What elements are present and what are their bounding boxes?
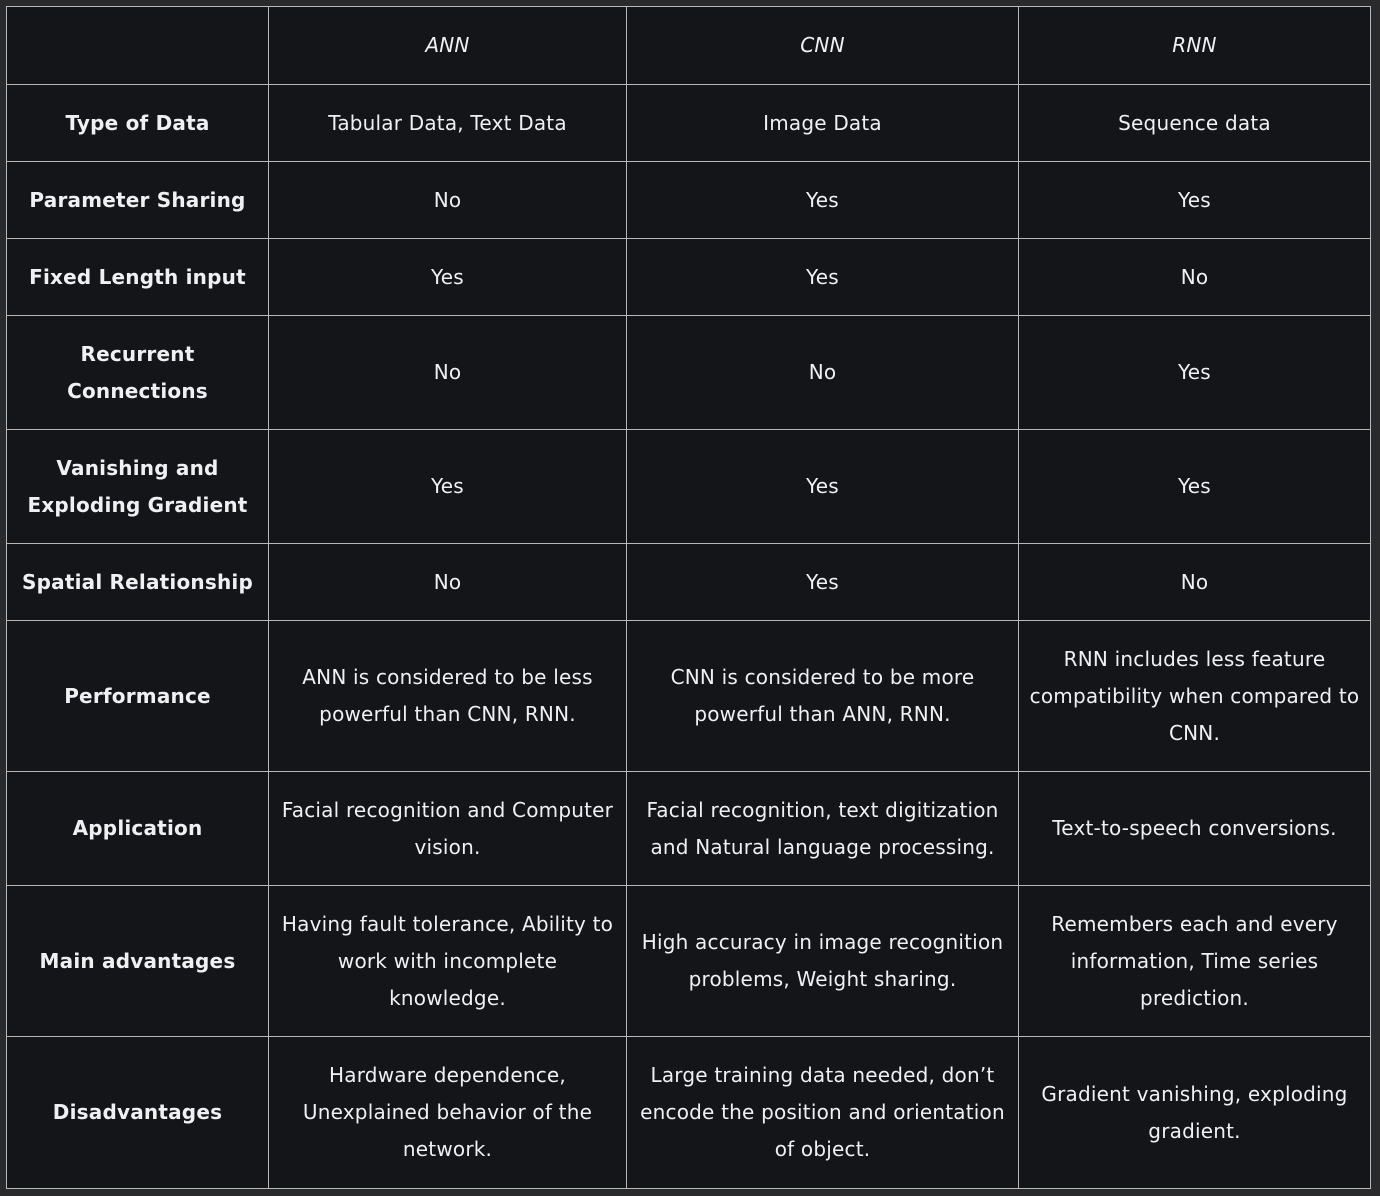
table-cell: Gradient vanishing, exploding gradient. <box>1019 1037 1371 1189</box>
table-cell: Tabular Data, Text Data <box>269 85 627 162</box>
table-cell: ANN is considered to be less powerful than CNN, RNN. <box>269 621 627 772</box>
row-header: Spatial Relationship <box>7 544 269 621</box>
row-header: Disadvantages <box>7 1037 269 1189</box>
table-row <box>7 1037 1371 1189</box>
table-cell: No <box>627 316 1019 430</box>
header-row <box>7 7 1371 85</box>
table-cell: No <box>1019 544 1371 621</box>
table-cell: Text-to-speech conversions. <box>1019 772 1371 886</box>
table-row <box>7 316 1371 430</box>
table-cell: CNN is considered to be more powerful than ANN, RNN. <box>627 621 1019 772</box>
row-header: Performance <box>7 621 269 772</box>
table-cell: No <box>1019 239 1371 316</box>
table-row <box>7 85 1371 162</box>
table-row <box>7 621 1371 772</box>
table-cell: Large training data needed, don’t encode the position and orientation of object. <box>627 1037 1019 1189</box>
table-cell: Image Data <box>627 85 1019 162</box>
column-header-cnn: CNN <box>627 7 1019 85</box>
table-cell: Remembers each and every information, Time series prediction. <box>1019 886 1371 1037</box>
table-row <box>7 430 1371 544</box>
table-row <box>7 162 1371 239</box>
row-header: Main advantages <box>7 886 269 1037</box>
table-cell: High accuracy in image recognition problems, Weight sharing. <box>627 886 1019 1037</box>
table-cell: No <box>269 162 627 239</box>
table-row <box>7 772 1371 886</box>
table-cell: Facial recognition, text digitization and Natural language processing. <box>627 772 1019 886</box>
table-cell: RNN includes less feature compatibility when compared to CNN. <box>1019 621 1371 772</box>
corner-cell <box>7 7 269 85</box>
table-cell: Yes <box>1019 430 1371 544</box>
table-cell: Yes <box>627 544 1019 621</box>
row-header: Application <box>7 772 269 886</box>
table-cell: Facial recognition and Computer vision. <box>269 772 627 886</box>
table-cell: No <box>269 316 627 430</box>
row-header: Parameter Sharing <box>7 162 269 239</box>
column-header-ann: ANN <box>269 7 627 85</box>
table-cell: Hardware dependence, Unexplained behavior of the network. <box>269 1037 627 1189</box>
column-header-rnn: RNN <box>1019 7 1371 85</box>
row-header: Recurrent Connections <box>7 316 269 430</box>
row-header: Fixed Length input <box>7 239 269 316</box>
comparison-table <box>6 6 1371 1189</box>
row-header: Vanishing and Exploding Gradient <box>7 430 269 544</box>
table-row <box>7 886 1371 1037</box>
table-row <box>7 239 1371 316</box>
table-cell: No <box>269 544 627 621</box>
table-cell: Yes <box>627 430 1019 544</box>
table-cell: Yes <box>269 239 627 316</box>
table-cell: Yes <box>627 239 1019 316</box>
table-row <box>7 544 1371 621</box>
table-cell: Having fault tolerance, Ability to work with incomplete knowledge. <box>269 886 627 1037</box>
table-cell: Yes <box>627 162 1019 239</box>
table-cell: Yes <box>1019 316 1371 430</box>
table-cell: Yes <box>269 430 627 544</box>
table-cell: Yes <box>1019 162 1371 239</box>
row-header: Type of Data <box>7 85 269 162</box>
table-cell: Sequence data <box>1019 85 1371 162</box>
